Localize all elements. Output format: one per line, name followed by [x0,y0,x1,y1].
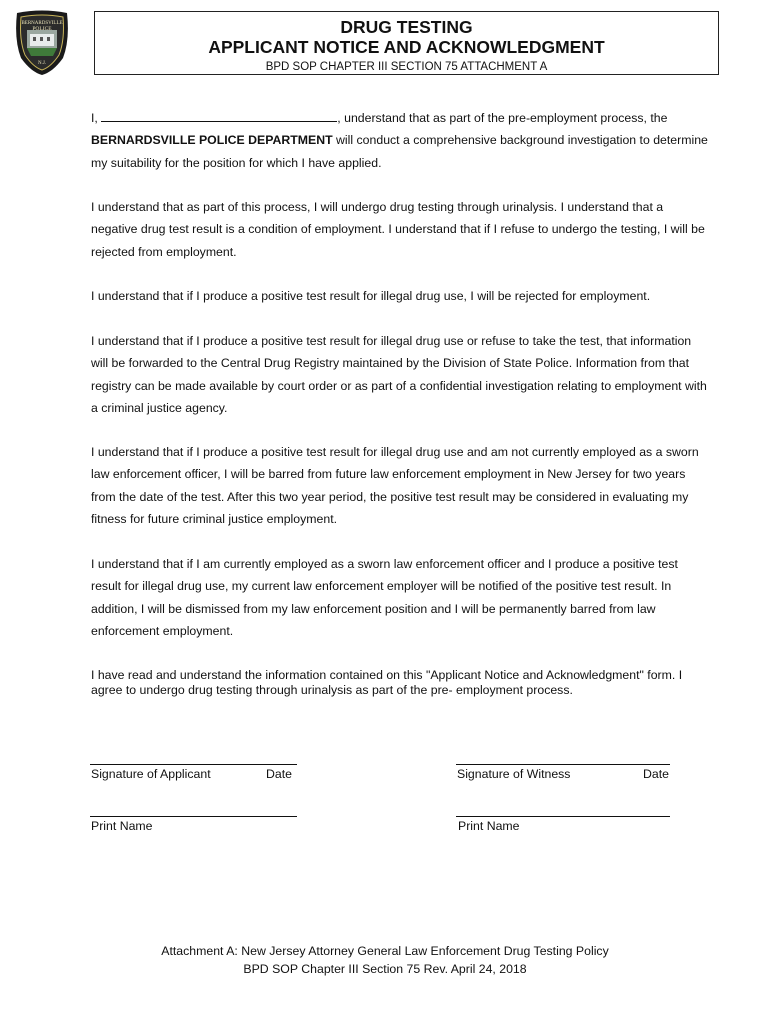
p4-line-1: I understand that if I produce a positive test result for illegal drug use or refuse to take the test, that information [91,334,692,348]
p5-line-4: fitness for future criminal justice employment. [91,511,338,526]
paragraph-1 [91,107,731,174]
p5-line-2: law enforcement officer, I will be barred from future law enforcement employment in New Jersey for two years [91,467,686,482]
p5-line-1: I understand that if I produce a positive test result for illegal drug use and am not currently employed as a sworn [91,445,699,459]
badge-text-mid: POLICE [32,26,52,32]
p2-line-1: I understand that as part of this process, I will undergo drug testing through urinalysis. I understand that a [91,200,664,214]
applicant-print-name-line[interactable] [90,816,297,817]
badge-text-top: BERNARDSVILLE [21,21,63,26]
p6-line-3: addition, I will be dismissed from my law enforcement position and I will be permanently barred from law [91,601,656,616]
department-name: BERNARDSVILLE POLICE DEPARTMENT [91,133,333,148]
title-line-2: APPLICANT NOTICE AND ACKNOWLEDGMENT [208,37,605,57]
witness-print-name-label: Print Name [458,819,520,833]
p2-line-3: rejected from employment. [91,244,237,259]
p6-line-2: result for illegal drug use, my current law enforcement employer will be notified of the positive test result. In [91,579,672,594]
p1-line-3: my suitability for the position for which I have applied. [91,155,382,170]
p1-rest: will conduct a comprehensive background investigation to determine [332,133,708,148]
p5-line-3: from the date of the test. After this two year period, the positive test result may be considered in evaluating my [91,489,689,504]
paragraph-5 [91,441,731,530]
witness-signature-line[interactable] [456,764,670,765]
badge-text-bottom: N.J. [37,61,47,66]
title-line-1: DRUG TESTING [340,17,473,37]
applicant-print-name-label: Print Name [91,819,153,833]
paragraph-4 [91,330,731,419]
p4-line-4: a criminal justice agency. [91,400,228,415]
footer-line-1: Attachment A: New Jersey Attorney General Law Enforcement Drug Testing Policy [161,944,609,958]
applicant-signature-line[interactable] [90,764,297,765]
subtitle: BPD SOP CHAPTER III SECTION 75 ATTACHMENT A [265,61,548,73]
title-box [94,11,719,75]
p4-line-3: registry can be made available by court order or as part of a confidential investigation relating to employment with [91,378,707,393]
footer-line-2: BPD SOP Chapter III Section 75 Rev. April 24, 2018 [243,962,527,976]
paragraph-2 [91,196,731,263]
p3-line-1: I understand that if I produce a positive test result for illegal drug use, I will be rejected for employment. [91,289,651,303]
paragraph-6 [91,553,731,642]
p6-line-1: I understand that if I am currently employed as a sworn law enforcement officer and I produce a positive test [91,557,678,571]
witness-print-name-line[interactable] [456,816,670,817]
p1-prefix: I, [91,111,98,125]
p7-line-2: agree to undergo drug testing through urinalysis as part of the pre- employment process. [91,683,573,697]
p7-line-1: I have read and understand the information contained on this "Applicant Notice and Acknowledgment" form. I [91,668,683,682]
footer [0,942,770,978]
paragraph-3 [91,285,731,307]
p6-line-4: enforcement employment. [91,623,234,638]
applicant-date-label: Date [266,767,292,781]
applicant-name-blank[interactable] [101,110,337,122]
witness-signature-label: Signature of Witness [457,767,571,781]
witness-date-label: Date [643,767,669,781]
p1-middle: , understand that as part of the pre-employment process, the [337,111,668,125]
p4-line-2: will be forwarded to the Central Drug Registry maintained by the Division of State Police. Information from that [91,356,690,371]
applicant-signature-label: Signature of Applicant [91,767,211,781]
p2-line-2: negative drug test result is a condition of employment. I understand that if I refuse to undergo the testing, I will be [91,222,705,237]
police-badge-logo [13,10,71,76]
paragraph-7 [91,668,731,698]
